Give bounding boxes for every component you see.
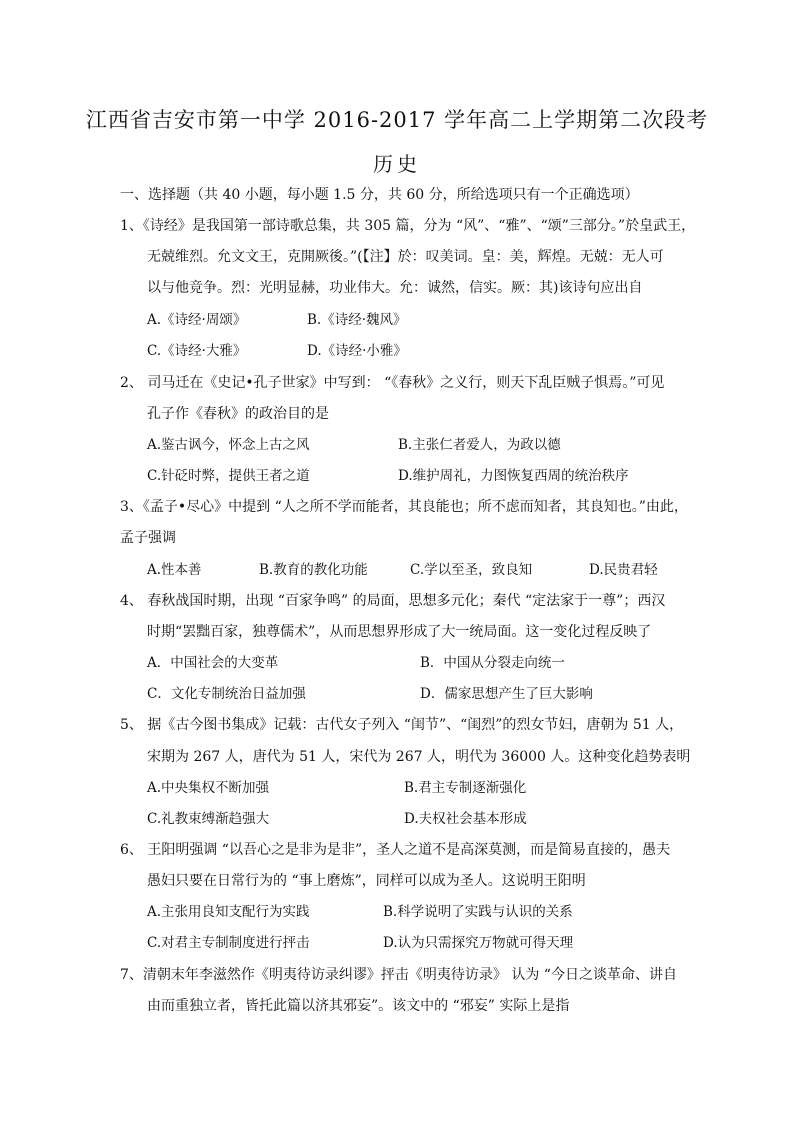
question-6-option-d: D.认为只需探究万物就可得天理 <box>383 935 574 951</box>
question-6-option-a: A.主张用良知支配行为实践 <box>147 904 310 920</box>
question-5-line-1: 5、 据《古今图书集成》记载：古代女子列入 “闺节”、“闺烈”的烈女节妇，唐朝为 51 人， <box>120 717 684 733</box>
question-1-line-3: 以与他竞争。烈：光明显赫，功业伟大。允：诚然，信实。厥：其)该诗句应出自 <box>147 280 643 296</box>
question-3-line-1: 3、《孟子•尽心》中提到 “人之所不学而能者，其良能也；所不虑而知者，其良知也。”由此， <box>120 499 688 515</box>
question-5-option-a: A.中央集权不断加强 <box>147 780 270 796</box>
question-1-line-2: 无兢维烈。允文文王，克開厥後。”(【注】於：叹美词。皇：美，辉煌。无兢：无人可 <box>147 249 664 265</box>
question-6-option-c: C.对君主专制制度进行抨击 <box>147 935 310 951</box>
question-6-line-1: 6、 王阳明强调 “以吾心之是非为是非”，圣人之道不是高深莫测，而是简易直接的，愚夫 <box>120 842 671 858</box>
question-7-line-1: 7、清朝末年李滋然作《明夷待访录纠谬》抨击《明夷待访录》 认为 “今日之谈革命、讲自 <box>120 967 677 983</box>
question-6-line-2: 愚妇只要在日常行为的 “事上磨炼”，同样可以成为圣人。这说明王阳明 <box>147 873 586 889</box>
question-3-option-c: C.学以至圣，致良知 <box>410 562 533 578</box>
question-3-option-d: D.民贵君轻 <box>589 562 658 578</box>
question-2-option-a: A.鉴古讽今，怀念上古之风 <box>147 437 310 453</box>
question-2-option-c: C.针砭时弊，提供王者之道 <box>147 468 310 484</box>
section-heading: 一、选择题（共 40 小题，每小题 1.5 分，共 60 分，所给选项只有一个正确选项） <box>120 187 639 203</box>
question-2-line-2: 孔子作《春秋》的政治目的是 <box>147 406 329 422</box>
question-5-line-2: 宋期为 267 人，唐代为 51 人，宋代为 267 人，明代为 36000 人。这种变化趋势表明 <box>147 749 691 765</box>
question-1-option-d: D.《诗经·小雅》 <box>307 343 407 359</box>
question-3-option-a: A.性本善 <box>147 562 202 578</box>
question-4-option-b: B．中国从分裂走向统一 <box>420 655 565 671</box>
question-1-option-c: C.《诗经·大雅》 <box>147 343 247 359</box>
question-3-option-b: B.教育的教化功能 <box>259 562 368 578</box>
question-5-option-d: D.夫权社会基本形成 <box>404 811 527 827</box>
question-2-option-d: D.维护周礼，力图恢复西周的统治秩序 <box>398 468 629 484</box>
question-1-option-a: A.《诗经·周颂》 <box>147 312 247 328</box>
question-2-option-b: B.主张仁者爱人，为政以德 <box>398 437 561 453</box>
exam-title: 江西省吉安市第一中学 2016-2017 学年高二上学期第二次段考 <box>85 108 709 132</box>
question-4-option-d: D．儒家思想产生了巨大影响 <box>420 686 593 702</box>
question-5-option-b: B.君主专制逐渐强化 <box>404 780 527 796</box>
exam-subject: 历史 <box>373 152 421 176</box>
question-5-option-c: C.礼教束缚渐趋强大 <box>147 811 270 827</box>
question-4-option-a: A．中国社会的大变革 <box>147 655 279 671</box>
question-2-line-1: 2、 司马迁在《史记•孔子世家》中写到： “《春秋》之义行，则天下乱臣贼子惧焉。”可见 <box>120 375 665 391</box>
question-7-line-2: 由而重独立者，皆托此篇以济其邪妄”。该文中的 “邪妄” 实际上是指 <box>147 998 570 1014</box>
question-1-line-1: 1、《诗经》是我国第一部诗歌总集，共 305 篇，分为 “风”、“雅”、“颂”三部分。”於皇武王， <box>120 218 696 234</box>
question-3-line-2: 孟子强调 <box>120 530 176 546</box>
question-4-line-2: 时期“罢黜百家，独尊儒术”，从而思想界形成了大一统局面。这一变化过程反映了 <box>147 624 652 640</box>
question-6-option-b: B.科学说明了实践与认识的关系 <box>383 904 573 920</box>
question-1-option-b: B.《诗经·魏风》 <box>307 312 407 328</box>
question-4-option-c: C．文化专制统治日益加强 <box>147 686 306 702</box>
question-4-line-1: 4、 春秋战国时期，出现 “百家争鸣” 的局面，思想多元化；秦代 “定法家于一尊”；西汉 <box>120 593 666 609</box>
